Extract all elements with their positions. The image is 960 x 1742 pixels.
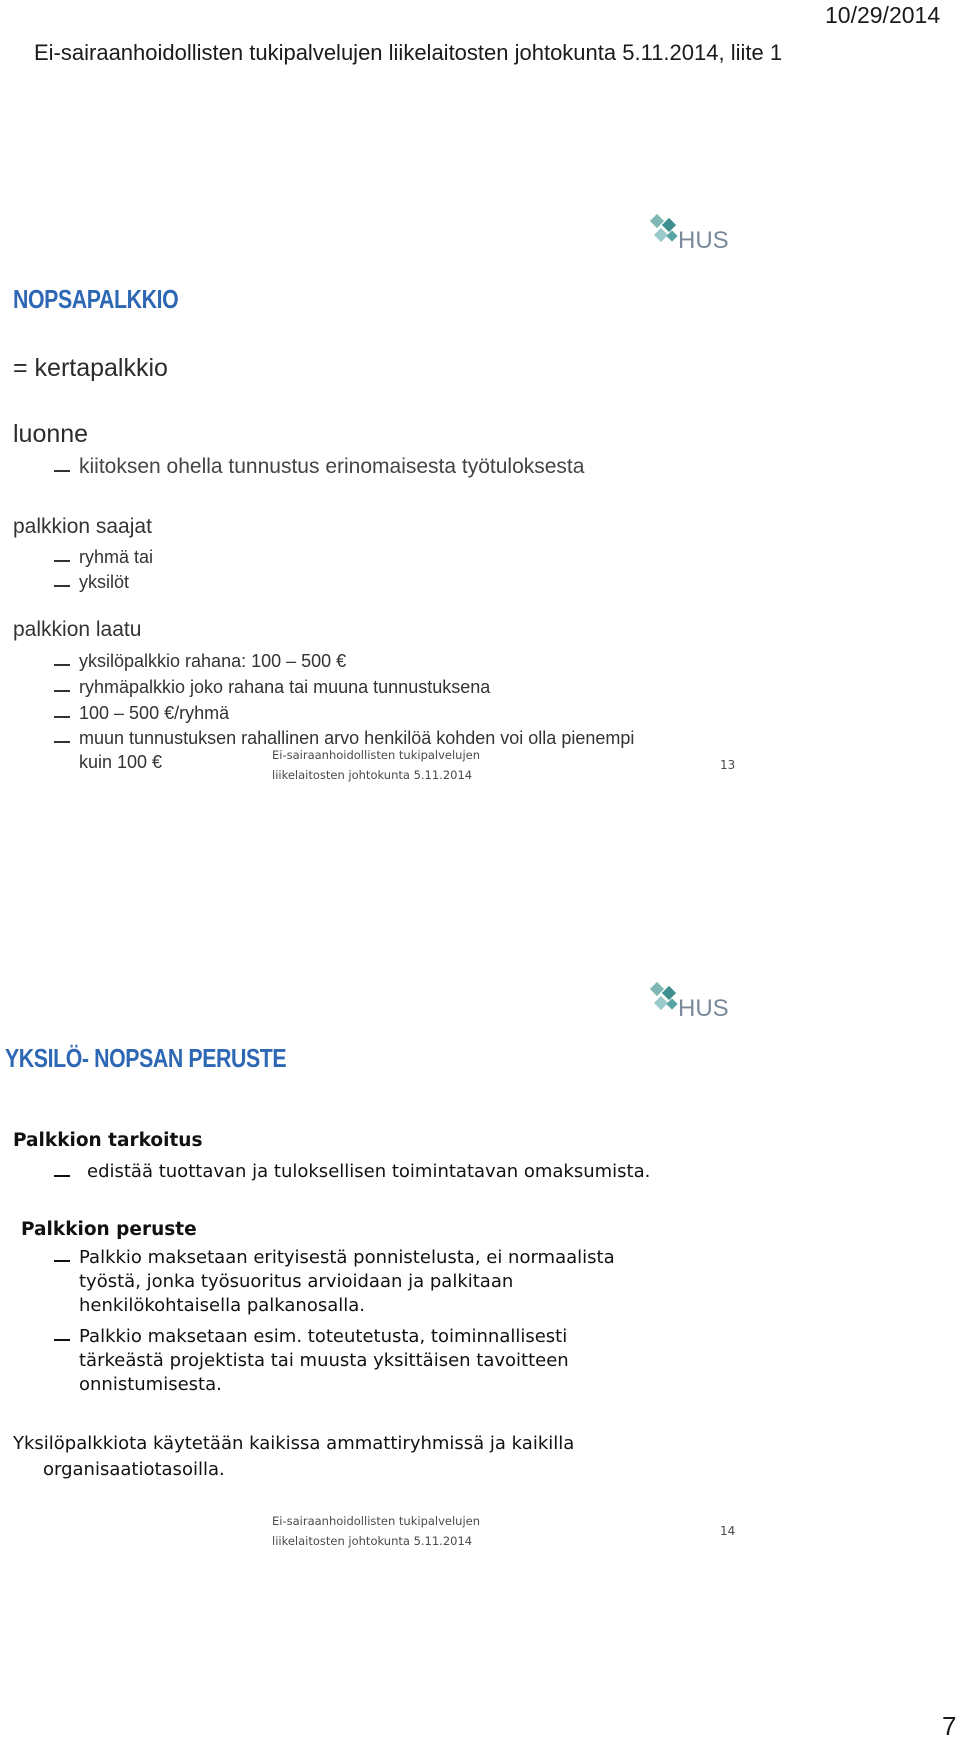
closing-text-continued: organisaatiotasoilla. (43, 1459, 225, 1480)
logo-text: HUS (678, 995, 729, 1022)
bullet-dash (54, 690, 70, 692)
closing-text: Yksilöpalkkiota käytetään kaikissa ammattiryhmissä ja kaikilla (13, 1433, 575, 1454)
section-heading-laatu: palkkion laatu (13, 618, 142, 641)
slide-2-footer (272, 1511, 480, 1551)
header-date: 10/29/2014 (825, 2, 941, 28)
slide-1-number: 13 (720, 758, 736, 772)
list-item: muun tunnustuksen rahallinen arvo henkilöä kohden voi olla pienempi (79, 728, 635, 748)
list-item: Palkkio maksetaan erityisestä ponnistelusta, ei normaalista (79, 1247, 615, 1268)
hus-cross-logo-icon (648, 210, 744, 254)
section-heading-peruste: Palkkion peruste (21, 1219, 197, 1240)
list-item: ryhmäpalkkio joko rahana tai muuna tunnustuksena (79, 677, 491, 697)
section-heading-luonne: luonne (13, 420, 89, 448)
list-item: kiitoksen ohella tunnustus erinomaisesta työtuloksesta (79, 455, 585, 478)
bullet-dash (54, 470, 70, 472)
footer-line-2: liikelaitosten johtokunta 5.11.2014 (272, 768, 473, 782)
bullet-dash (54, 585, 70, 587)
slide-1-definition: = kertapalkkio (13, 354, 168, 382)
section-heading-saajat: palkkion saajat (13, 515, 152, 538)
hus-logo (648, 978, 744, 1022)
logo-text: HUS (678, 227, 729, 254)
list-item: ryhmä tai (79, 547, 154, 567)
list-item-continued: henkilökohtaisella palkanosalla. (79, 1295, 366, 1316)
slide-1-footer (272, 745, 480, 785)
bullet-dash (54, 664, 70, 666)
hus-logo (648, 210, 744, 254)
footer-line-1: Ei-sairaanhoidollisten tukipalvelujen (272, 1514, 481, 1528)
page-number: 7 (942, 1711, 957, 1741)
footer-line-2: liikelaitosten johtokunta 5.11.2014 (272, 1534, 473, 1548)
section-heading-tarkoitus: Palkkion tarkoitus (13, 1130, 203, 1151)
slide-2-title: YKSILÖ- NOPSAN PERUSTE (5, 1043, 287, 1073)
list-item-continued: onnistumisesta. (79, 1374, 222, 1395)
list-item: 100 – 500 €/ryhmä (79, 703, 230, 723)
bullet-dash (54, 741, 70, 743)
list-item-continued: kuin 100 € (79, 752, 163, 772)
footer-line-1: Ei-sairaanhoidollisten tukipalvelujen (272, 748, 481, 762)
bullet-dash (54, 1175, 70, 1177)
bullet-dash (54, 560, 70, 562)
hus-cross-logo-icon (648, 978, 744, 1022)
list-item: edistää tuottavan ja tuloksellisen toimintatavan omaksumista. (87, 1161, 651, 1182)
slide-2-number: 14 (720, 1524, 736, 1538)
slide-1-title: NOPSAPALKKIO (13, 284, 179, 314)
bullet-dash (54, 1339, 70, 1341)
header-title: Ei-sairaanhoidollisten tukipalvelujen liikelaitosten johtokunta 5.11.2014, liite 1 (34, 40, 783, 65)
bullet-dash (54, 716, 70, 718)
list-item: yksilöt (79, 572, 130, 592)
list-item-continued: tärkeästä projektista tai muusta yksittäisen tavoitteen (79, 1350, 569, 1371)
list-item: yksilöpalkkio rahana: 100 – 500 € (79, 651, 347, 671)
bullet-dash (54, 1260, 70, 1262)
list-item-continued: työstä, jonka työsuoritus arvioidaan ja palkitaan (79, 1271, 514, 1292)
list-item: Palkkio maksetaan esim. toteutetusta, toiminnallisesti (79, 1326, 568, 1347)
